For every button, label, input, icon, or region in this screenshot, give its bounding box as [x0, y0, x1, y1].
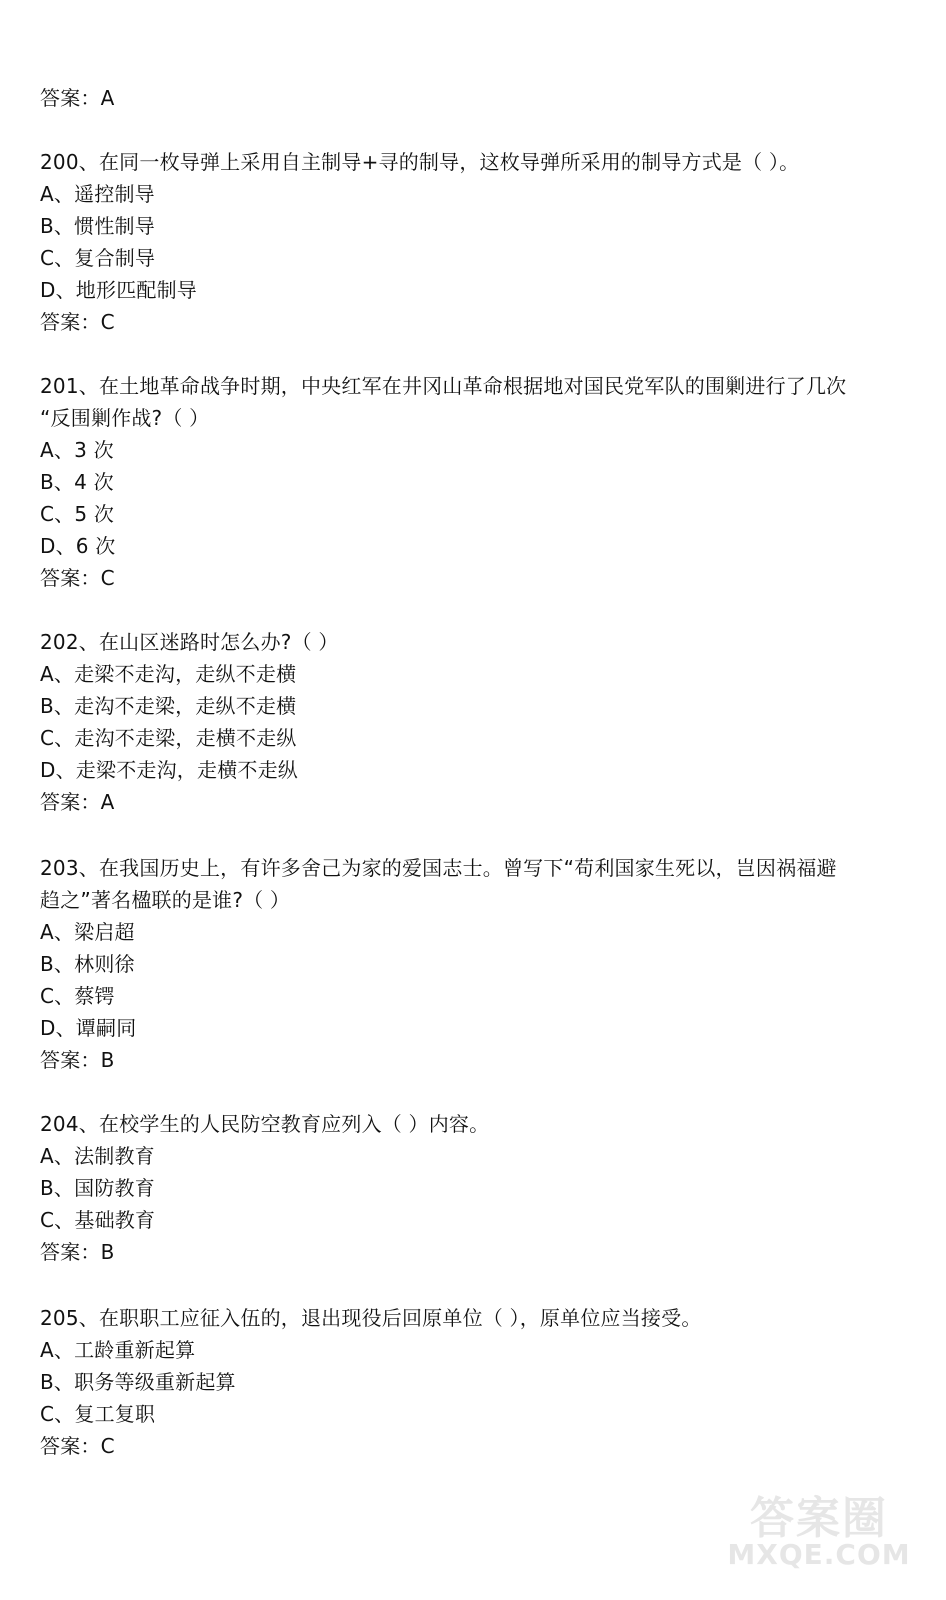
- site-watermark: [714, 1482, 924, 1572]
- question-202-answer: 答案：A: [40, 790, 115, 814]
- question-203-stem-line1: 203、在我国历史上，有许多舍己为家的爱国志士。曾写下“苟利国家生死以，岂因祸福避: [40, 856, 837, 880]
- question-201-stem-line1: 201、在土地革命战争时期，中央红军在井冈山革命根据地对国民党军队的围剿进行了几次: [40, 374, 847, 398]
- question-202-option-d: D、走梁不走沟，走横不走纵: [40, 758, 299, 782]
- question-200-stem: 200、在同一枚导弹上采用自主制导+寻的制导，这枚导弹所采用的制导方式是（ ）。: [40, 150, 800, 174]
- question-205-option-c: C、复工复职: [40, 1402, 156, 1426]
- question-203-option-b: B、林则徐: [40, 952, 135, 976]
- question-201-option-b: B、4 次: [40, 470, 114, 494]
- question-201-stem-line2: “反围剿作战?（ ）: [40, 406, 210, 430]
- question-205-option-b: B、职务等级重新起算: [40, 1370, 236, 1394]
- question-204-answer: 答案：B: [40, 1240, 115, 1264]
- question-202-option-b: B、走沟不走梁，走纵不走横: [40, 694, 297, 718]
- question-200-option-c: C、复合制导: [40, 246, 156, 270]
- question-203-option-a: A、梁启超: [40, 920, 135, 944]
- watermark-title: 答案圈: [750, 1493, 888, 1544]
- question-203-stem-line2: 趋之”著名楹联的是谁?（ ）: [40, 888, 291, 912]
- question-201-answer: 答案：C: [40, 566, 115, 590]
- question-204-option-b: B、国防教育: [40, 1176, 155, 1200]
- question-200-option-d: D、地形匹配制导: [40, 278, 198, 302]
- question-203-option-c: C、蔡锷: [40, 984, 115, 1008]
- question-200-option-b: B、惯性制导: [40, 214, 155, 238]
- question-205-answer: 答案：C: [40, 1434, 115, 1458]
- question-200-option-a: A、遥控制导: [40, 182, 155, 206]
- question-204-stem: 204、在校学生的人民防空教育应列入（ ）内容。: [40, 1112, 490, 1136]
- watermark-domain: MXQE.COM: [727, 1538, 911, 1571]
- question-201-option-a: A、3 次: [40, 438, 114, 462]
- question-205-stem: 205、在职职工应征入伍的，退出现役后回原单位（ ），原单位应当接受。: [40, 1306, 702, 1330]
- question-202-option-a: A、走梁不走沟，走纵不走横: [40, 662, 297, 686]
- question-203-answer: 答案：B: [40, 1048, 115, 1072]
- question-202-option-c: C、走沟不走梁，走横不走纵: [40, 726, 297, 750]
- question-203-option-d: D、谭嗣同: [40, 1016, 137, 1040]
- answer-199: 答案：A: [40, 86, 115, 110]
- question-205-option-a: A、工龄重新起算: [40, 1338, 196, 1362]
- question-200-answer: 答案：C: [40, 310, 115, 334]
- question-201-option-d: D、6 次: [40, 534, 116, 558]
- question-201-option-c: C、5 次: [40, 502, 115, 526]
- question-204-option-c: C、基础教育: [40, 1208, 156, 1232]
- question-202-stem: 202、在山区迷路时怎么办?（ ）: [40, 630, 339, 654]
- question-204-option-a: A、法制教育: [40, 1144, 155, 1168]
